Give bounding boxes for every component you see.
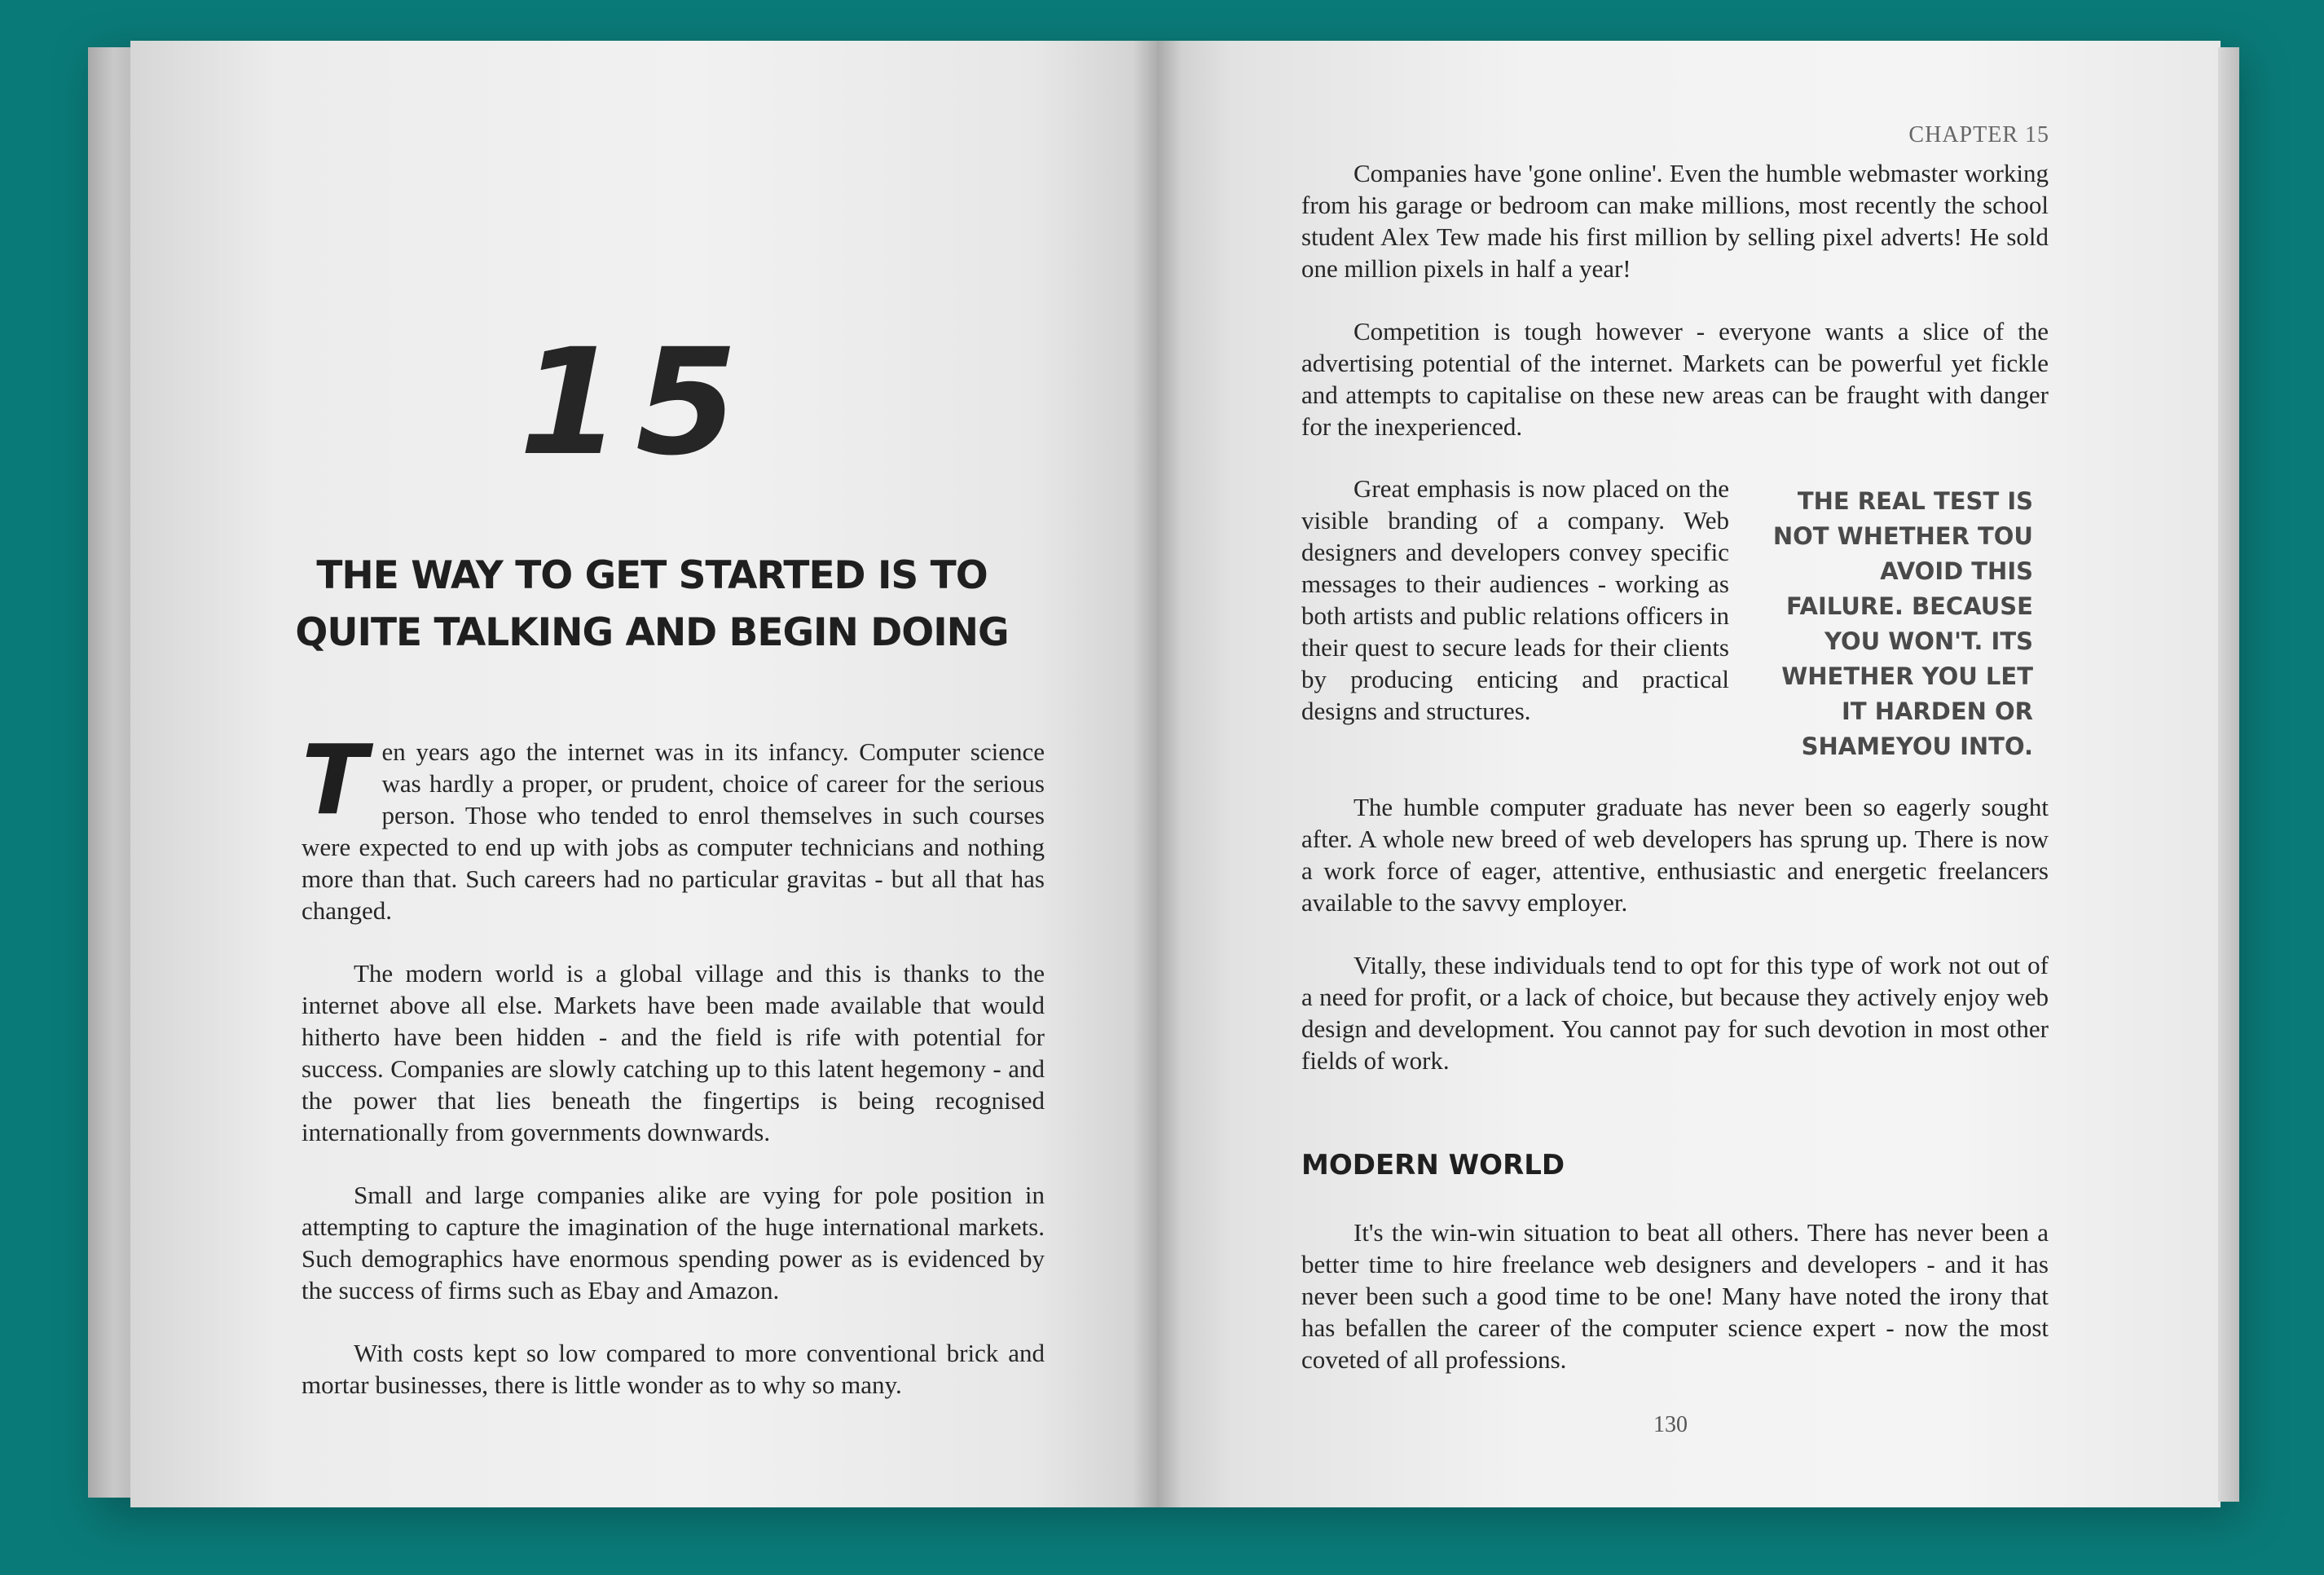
paragraph: Competition is tough however - everyone wants a slice of the advertising potential of the internet. Markets can be powerful yet fickle and attempts to capitalise on these new areas can be fraught with danger for the inexperienced.: [1301, 317, 2049, 441]
right-body-text-middle: [1301, 791, 2049, 1107]
chapter-title: THE WAY TO GET STARTED IS TO QUITE TALKING AND BEGIN DOING: [295, 553, 1009, 655]
left-body-text: [302, 724, 1045, 1432]
page-edge-right: [2218, 47, 2239, 1502]
book-gutter: [1133, 41, 1182, 1507]
running-head: CHAPTER 15: [1908, 122, 2049, 147]
paragraph: [302, 724, 1045, 926]
paragraph: Companies have 'gone online'. Even the humble webmaster working from his garage or bedroom can make millions, most recently the school student Alex Tew made his first million by selling pixel adverts! He sold one million pixels in half a year!: [1301, 159, 2049, 283]
right-body-text-bottom: [1301, 1216, 2049, 1406]
paragraph: It's the win-win situation to beat all others. There has never been a better time to hire freelance web designers and developers - and it has never been such a good time to be one! Many have noted the irony that has befallen the career of the computer science expert - now the most coveted of all professions.: [1301, 1218, 2049, 1374]
right-body-text-quote-para: [1301, 473, 1729, 758]
paragraph: The humble computer graduate has never been so eagerly sought after. A whole new breed of web developers has sprung up. There is now a work force of eager, attentive, enthusiastic and energetic freelancers available to the savvy employer.: [1301, 793, 2049, 917]
paragraph-text: en years ago the internet was in its infancy. Computer science was hardly a proper, or prudent, choice of career for the serious person. Those who tended to enrol themselves in such courses were expected to end up with jobs as computer technicians and nothing more than that. Such careers had no particular gravitas - but all that has changed.: [302, 737, 1045, 925]
paragraph: Vitally, these individuals tend to opt for this type of work not out of a need for profit, or a lack of choice, but because they actively enjoy web design and development. You cannot pay for such devotion in most other fields of work.: [1301, 951, 2049, 1075]
dropcap: T: [302, 724, 368, 836]
pull-quote: THE REAL TEST IS NOT WHETHER TOU AVOID THIS FAILURE. BECAUSE YOU WON'T. ITS WHETHER YOU LET IT HARDEN OR SHAMEYOU INTO.: [1772, 487, 2033, 760]
right-body-text-top: [1301, 157, 2049, 473]
paragraph: With costs kept so low compared to more conventional brick and mortar businesses, there is little wonder as to why so many.: [302, 1339, 1045, 1399]
paragraph: The modern world is a global village and this is thanks to the internet above all else. Markets have been made available that would hitherto have been hidden - and the field is rife with potential for success. Companies are slowly catching up to this latent hegemony - and the power that lies beneath the fingertips is being recognised internationally from governments downwards.: [302, 959, 1045, 1146]
page-number: 130: [1653, 1412, 1688, 1437]
paragraph: Small and large companies alike are vying for pole position in attempting to capture the imagination of the huge international markets. Such demographics have enormous spending power as is evidenced by the success of firms such as Ebay and Amazon.: [302, 1181, 1045, 1304]
paragraph: Great emphasis is now placed on the visible branding of a company. Web designers and developers convey specific messages to their audiences - working as both artists and public relations officers in their quest to secure leads for their clients by producing enticing and practical designs and structures.: [1301, 474, 1729, 725]
chapter-number: 15: [518, 318, 753, 488]
section-heading: MODERN WORLD: [1301, 1149, 1565, 1181]
